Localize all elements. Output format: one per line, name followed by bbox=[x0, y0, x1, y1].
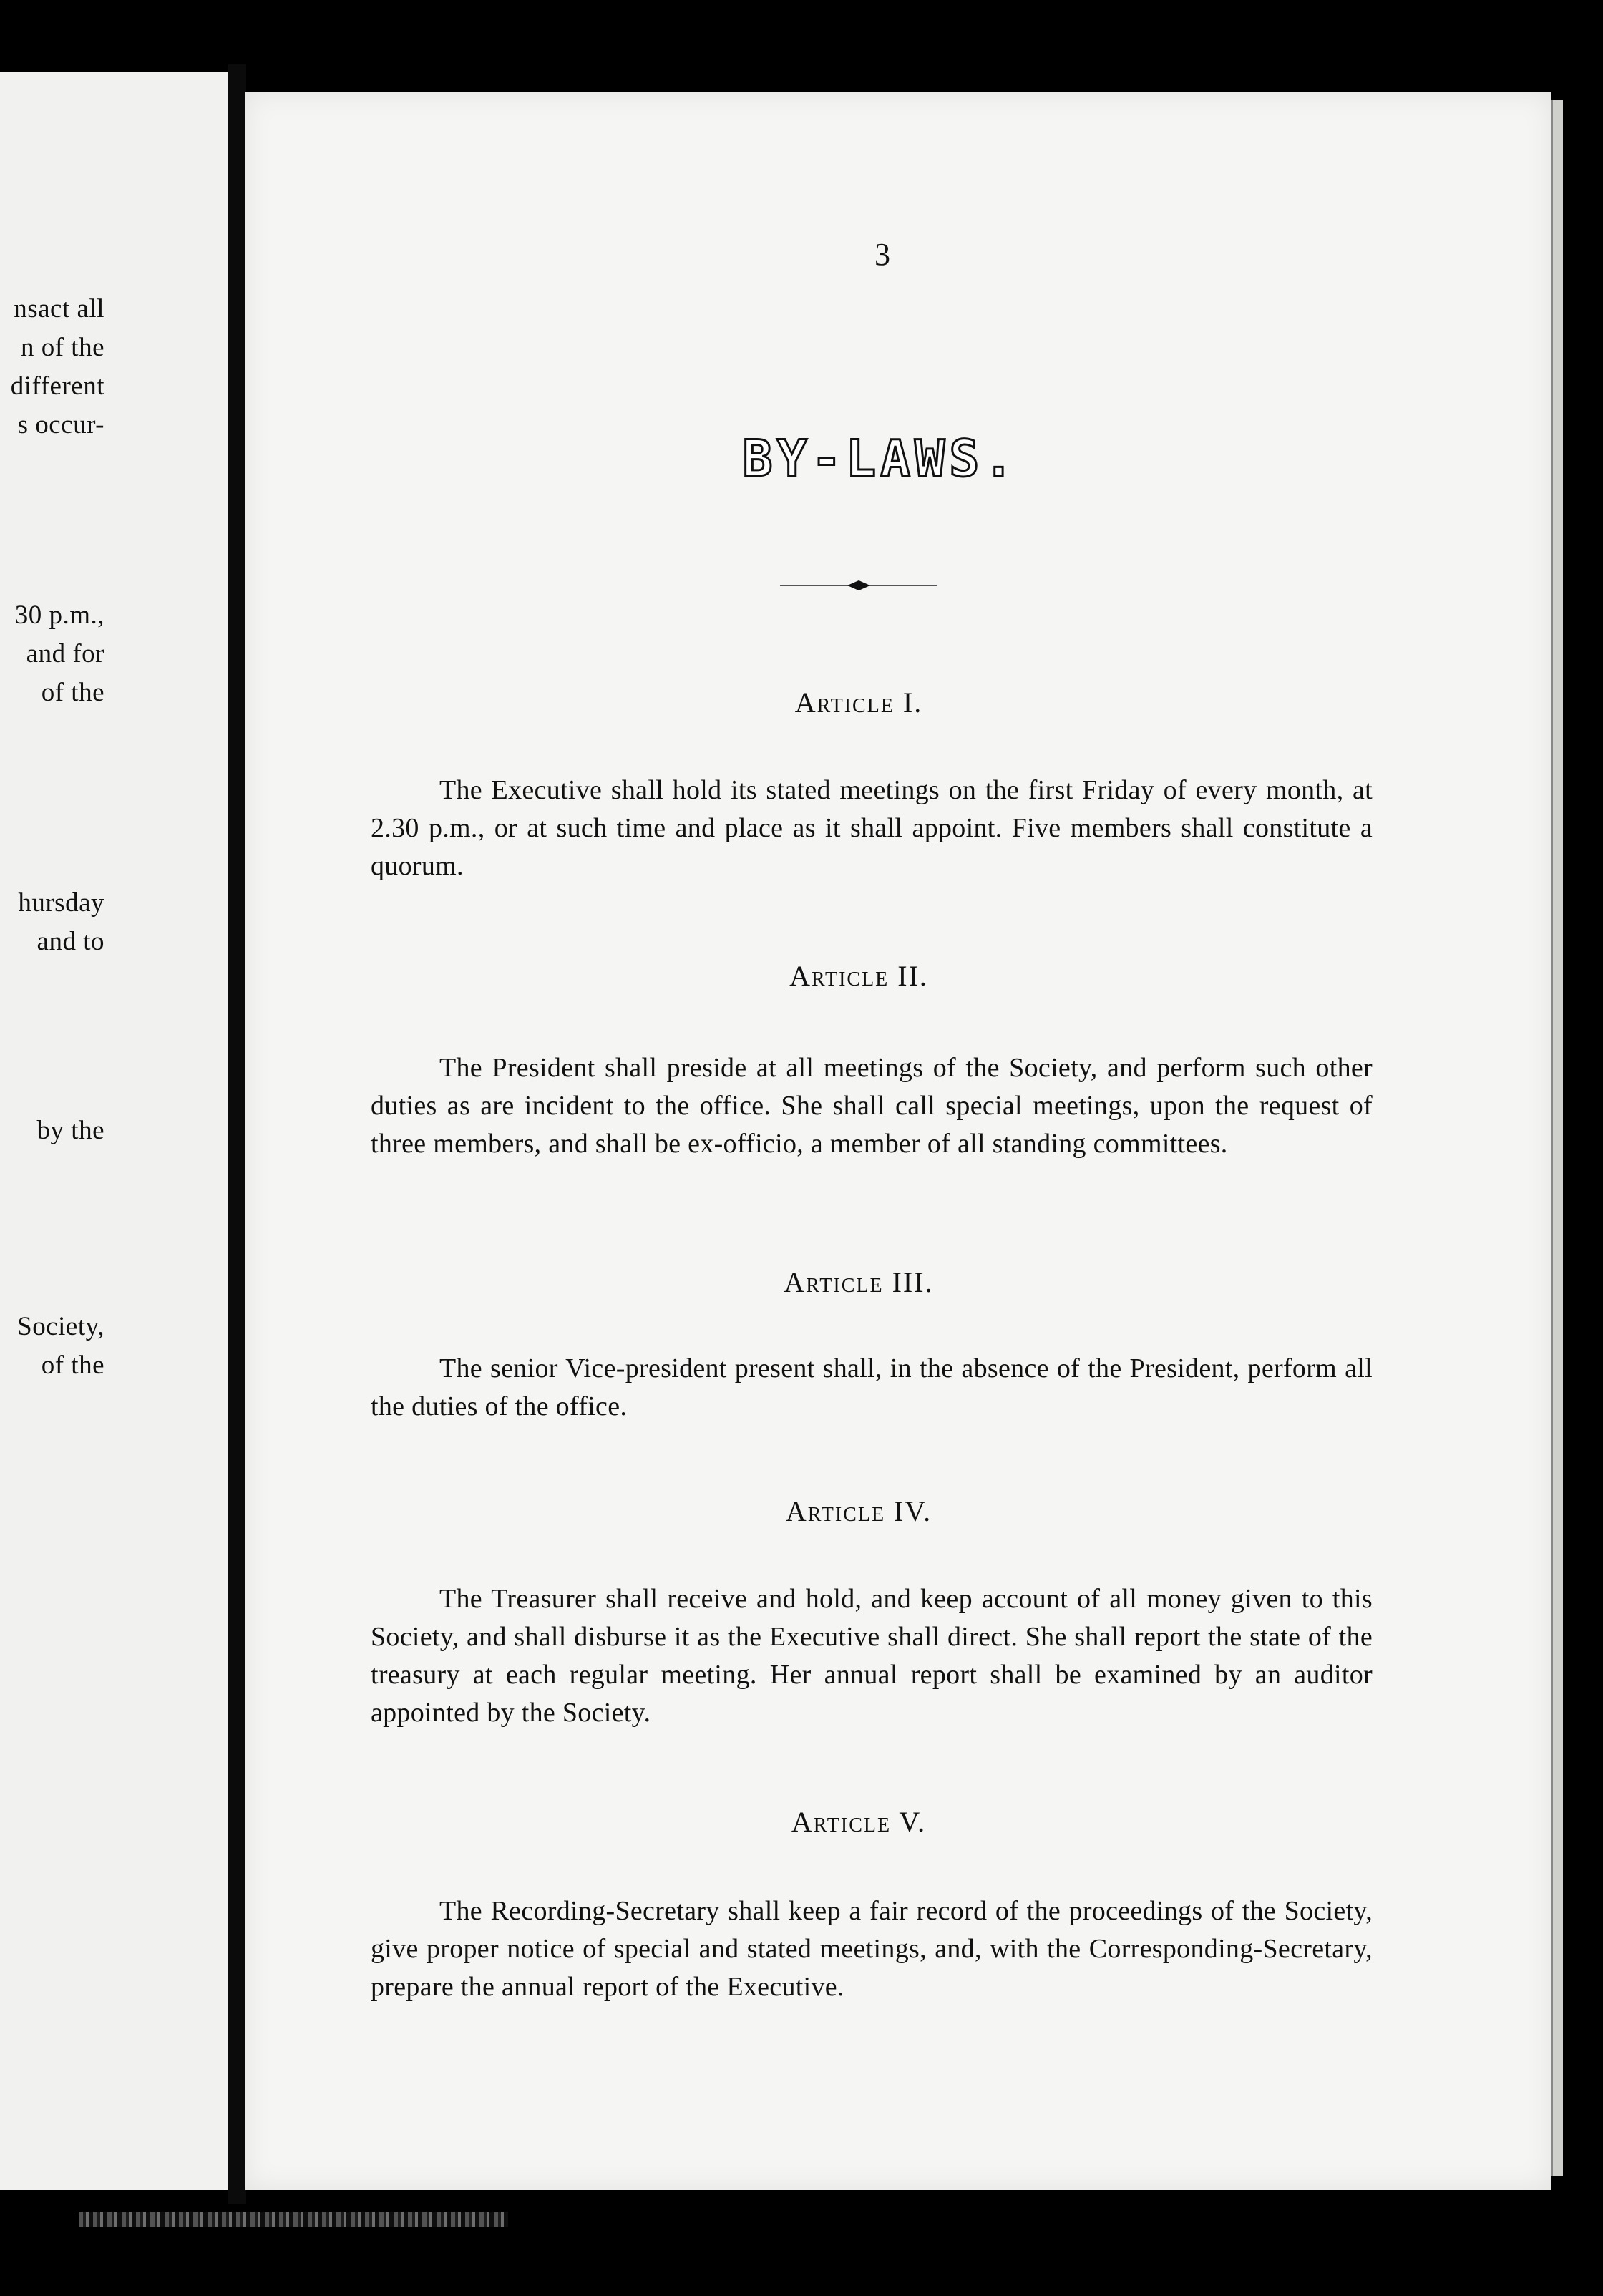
article-text: The senior Vice-president present shall, in the absence of the President, perform all the duties of the office. bbox=[371, 1353, 1373, 1421]
left-facing-page bbox=[0, 72, 229, 2190]
article-heading: Article III. bbox=[784, 1266, 934, 1298]
left-page-fragment: hursday bbox=[18, 888, 104, 918]
left-page-fragment: nsact all bbox=[14, 294, 104, 324]
article-heading: Article IV. bbox=[785, 1495, 932, 1527]
page-number: 3 bbox=[874, 237, 890, 272]
book-gutter bbox=[228, 64, 246, 2204]
left-page-fragment: different bbox=[10, 371, 104, 401]
article-heading: Article I. bbox=[794, 686, 923, 719]
ornament-divider bbox=[780, 578, 937, 593]
article-heading: Article II. bbox=[789, 960, 928, 992]
left-page-fragment: by the bbox=[36, 1116, 104, 1145]
left-page-fragment: of the bbox=[41, 1351, 104, 1380]
article-text: The Recording-Secretary shall keep a fair record of the proceedings of the Society, give proper notice of special and stated meetings, and, with the Corresponding-Secretary, prepare the annual report of the Executive. bbox=[371, 1896, 1373, 2002]
page-title: BY-LAWS. bbox=[742, 429, 1018, 488]
left-page-fragment: of the bbox=[41, 678, 104, 707]
article-text: The Treasurer shall receive and hold, and keep account of all money given to this Society, and shall disburse it as the Executive shall direct. She shall report the state of the treasury at each regular meeting. Her annual report shall be examined by an auditor appointed by the Society. bbox=[371, 1584, 1373, 1728]
left-page-fragment: and to bbox=[36, 927, 104, 956]
left-page-fragment: and for bbox=[26, 639, 104, 668]
left-page-fragment: Society, bbox=[17, 1312, 104, 1341]
page-edge bbox=[1551, 100, 1563, 2176]
left-page-fragment: n of the bbox=[20, 333, 104, 362]
left-page-fragment: s occur- bbox=[17, 410, 104, 439]
scan-artifact-strip bbox=[79, 2212, 508, 2227]
left-page-fragment: 30 p.m., bbox=[14, 600, 104, 630]
article-text: The Executive shall hold its stated meetings on the first Friday of every month, at 2.30 p.m., or at such time and place as it shall appoint. Five members shall constitute a quorum. bbox=[371, 775, 1373, 881]
article-text: The President shall preside at all meetings of the Society, and perform such other duties as are incident to the office. She shall call special meetings, upon the request of three members, and shall be ex-officio, a member of all standing committees. bbox=[371, 1053, 1373, 1159]
article-heading: Article V. bbox=[791, 1806, 927, 1838]
